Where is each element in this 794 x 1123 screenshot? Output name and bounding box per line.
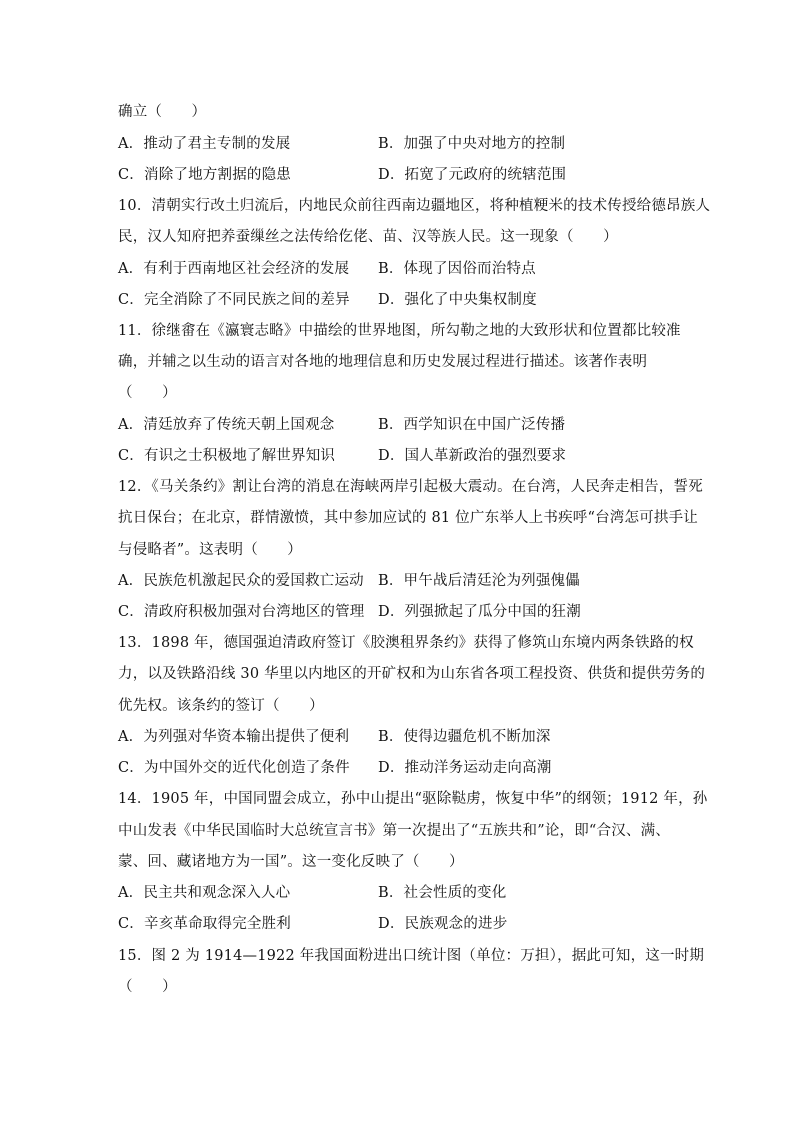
question-14-stem-line: 14．1905 年，中国同盟会成立，孙中山提出“驱除鞑虏，恢复中华”的纲领；1912 年，孙 <box>118 791 708 807</box>
question-11-option-a: A．清廷放弃了传统天朝上国观念 <box>118 417 335 433</box>
question-11-stem-line: 确，并辅之以生动的语言对各地的地理信息和历史发展过程进行描述。该著作表明 <box>118 354 648 370</box>
question-15-stem-line: 15．图 2 为 1914—1922 年我国面粉进出口统计图（单位：万担），据此可知，这一时期 <box>118 948 705 964</box>
question-10-stem-line: 10．清朝实行改土归流后，内地民众前往西南边疆地区，将种植粳米的技术传授给德昂族人 <box>118 198 711 214</box>
question-12-option-d: D．列强掀起了瓜分中国的狂潮 <box>378 604 581 620</box>
question-9-option-b: B．加强了中央对地方的控制 <box>378 136 566 152</box>
question-10-option-c: C．完全消除了不同民族之间的差异 <box>118 292 350 308</box>
question-15-stem-line: （ ） <box>118 979 177 995</box>
question-12-stem-line: 与侵略者”。这表明（ ） <box>118 542 303 558</box>
question-9-option-a: A．推动了君主专制的发展 <box>118 136 291 152</box>
question-10-option-a: A．有利于西南地区社会经济的发展 <box>118 261 350 277</box>
question-14-option-c: C．辛亥革命取得完全胜利 <box>118 916 291 932</box>
question-9-stem-continuation: 确立（ ） <box>118 104 207 120</box>
question-14-option-b: B．社会性质的变化 <box>378 885 507 901</box>
question-12-stem-line: 12．《马关条约》割让台湾的消息在海峡两岸引起极大震动。在台湾，人民奔走相告，誓死 <box>118 479 703 495</box>
question-10-option-b: B．体现了因俗而治特点 <box>378 261 536 277</box>
question-12-option-a: A．民族危机激起民众的爱国救亡运动 <box>118 573 364 589</box>
question-11-stem-line: 11．徐继畬在《瀛寰志略》中描绘的世界地图，所勾勒之地的大致形状和位置都比较准 <box>118 323 681 339</box>
question-14-option-d: D．民族观念的进步 <box>378 916 508 932</box>
question-9-option-c: C．消除了地方割据的隐患 <box>118 167 291 183</box>
question-11-option-d: D．国人革新政治的强烈要求 <box>378 448 567 464</box>
question-9-option-d: D．拓宽了元政府的统辖范围 <box>378 167 567 183</box>
question-12-option-c: C．清政府积极加强对台湾地区的管理 <box>118 604 365 620</box>
question-10-stem-line: 民，汉人知府把养蚕缫丝之法传给仡佬、苗、汉等族人民。这一现象（ ） <box>118 229 618 245</box>
question-11-option-b: B．西学知识在中国广泛传播 <box>378 417 566 433</box>
question-13-stem-line: 力，以及铁路沿线 30 华里以内地区的开矿权和为山东省各项工程投资、供货和提供劳务的 <box>118 666 706 682</box>
question-10-option-d: D．强化了中央集权制度 <box>378 292 537 308</box>
question-13-stem-line: 优先权。该条约的签订（ ） <box>118 698 324 714</box>
question-11-option-c: C．有识之士积极地了解世界知识 <box>118 448 336 464</box>
question-14-option-a: A．民主共和观念深入人心 <box>118 885 291 901</box>
question-12-option-b: B．甲午战后清廷沦为列强傀儡 <box>378 573 580 589</box>
question-13-option-a: A．为列强对华资本输出提供了便利 <box>118 729 350 745</box>
question-14-stem-line: 蒙、回、藏诸地方为一国”。这一变化反映了（ ） <box>118 854 464 870</box>
question-13-option-c: C．为中国外交的近代化创造了条件 <box>118 760 350 776</box>
question-14-stem-line: 中山发表《中华民国临时大总统宣言书》第一次提出了“五族共和”论，即“合汉、满、 <box>118 823 671 839</box>
question-12-stem-line: 抗日保台；在北京，群情激愤，其中参加应试的 81 位广东举人上书疾呼“台湾怎可拱手让 <box>118 510 698 526</box>
question-11-stem-line: （ ） <box>118 385 177 401</box>
question-13-option-b: B．使得边疆危机不断加深 <box>378 729 551 745</box>
question-13-option-d: D．推动洋务运动走向高潮 <box>378 760 552 776</box>
question-13-stem-line: 13．1898 年，德国强迫清政府签订《胶澳租界条约》获得了修筑山东境内两条铁路的权 <box>118 635 694 651</box>
